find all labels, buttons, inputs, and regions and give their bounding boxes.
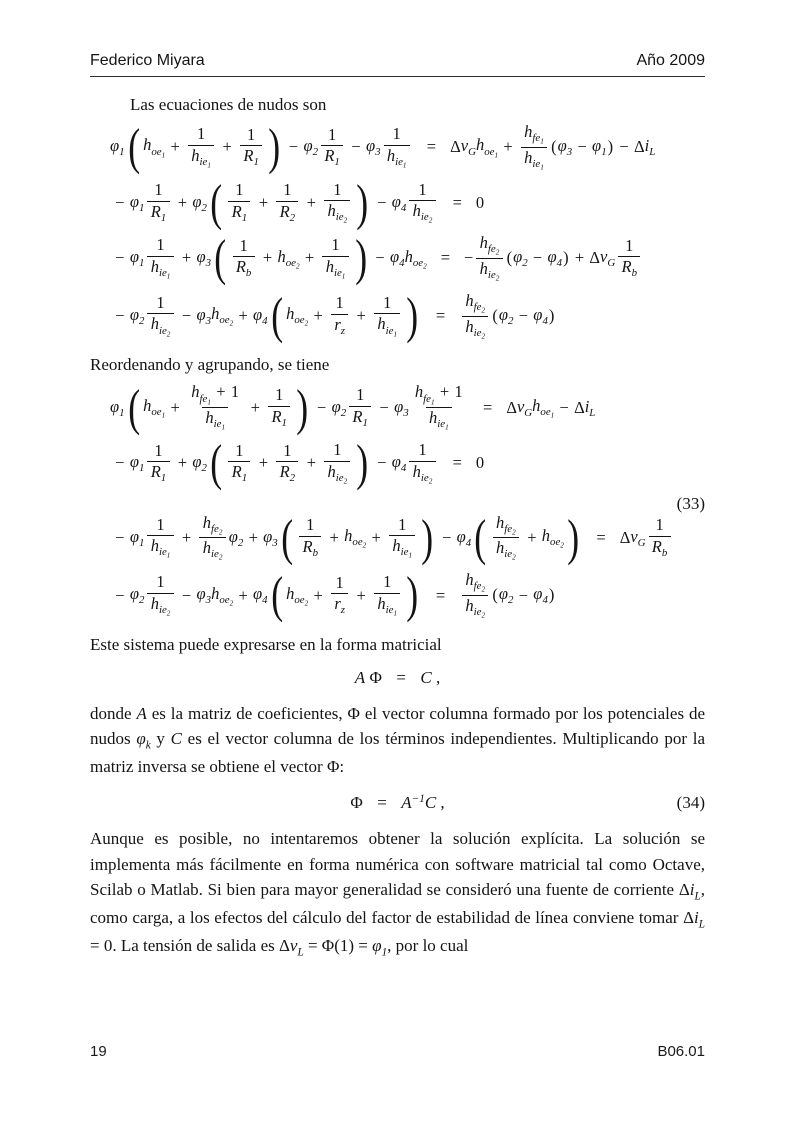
donde-paragraph: donde A es la matriz de coeficientes, Φ el vector columna formado por los potenciales de nudos $\varphi_k$ y C es el vector columna de los términos independientes. Multiplicando por la matriz inversa se obtiene el vector Φ: [90,703,706,777]
footer-doc-code: B06.01 [657,1043,705,1060]
equation-34-line [90,793,705,813]
reorder-paragraph: Reordenando y agrupando, se tiene [90,355,330,375]
aunque-paragraph: Aunque es posible, no intentaremos obtener la solución explícita. La solución se implementa más fácilmente en forma numérica con software matricial tal como Octave, Scilab o Matlab. Si bien para mayor generalidad se consideró una fuente de corriente $\Delta i_L$, como carga, a los efectos del cálculo del factor de estabilidad de línea conviene tomar $\Delta i_L = 0$. La tensión de salida es $\Delta v_L = \Phi(1) = \varphi_1$, por lo cual [90,829,705,959]
footer-page-number: 19 [90,1043,107,1060]
matrix-intro-paragraph: Este sistema puede expresarse en la forma matricial [90,634,442,654]
equation-reordered-1: $\varphi_1$ ( $h_{oe_1}$ + $\frac{h_{fe_1}+ 1}{h_{ie_1}}$ + $\frac{1}{R_1}$ ) − $\varphi_2$ $\frac{1}{R_1}$ − $\varphi_3$ $\frac{h_{fe_1}+ 1}{h_{ie_1}}$ = Δ $v_G$ $h_{oe_1}$ − Δ $i_L$ [110,379,596,436]
page-header [90,0,705,77]
header-author: Federico Miyara [90,52,205,69]
equation-number-34: (34) [676,793,705,812]
equation-reordered-2: − $\varphi_1$ $\frac{1}{R_1}$ + $\varphi_2$ ( $\frac{1}{R_1}$ + $\frac{1}{R_2}$ + $\frac{1}{h_{ie_2}}$ ) − $\varphi_4$ $\frac{1}{h_{ie_2}}$ = 0 [115,434,485,491]
equation-34: $\Phi = A^{-1}C$ , [350,792,445,813]
equation-node-4: − $\varphi_2$ $\frac{1}{h_{ie_2}}$ − $\varphi_3$ $h_{oe_2}$ + $\varphi_4$ ( $h_{oe_2}$ + $\frac{1}{r_z}$ + $\frac{1}{h_{ie_1}}$ ) = $\frac{h_{fe_2}}{h_{ie_2}}$ ( $\varphi_2$ − $\varphi_4$ ) [115,287,555,344]
header-year: Año 2009 [636,52,705,69]
equation-node-2: − $\varphi_1$ $\frac{1}{R_1}$ + $\varphi_2$ ( $\frac{1}{R_1}$ + $\frac{1}{R_2}$ + $\frac{1}{h_{ie_2}}$ ) − $\varphi_4$ $\frac{1}{h_{ie_2}}$ = 0 [115,174,485,231]
intro-paragraph: Las ecuaciones de nudos son [130,95,327,114]
matrix-equation: A Φ = C , [354,667,441,687]
equation-node-1: $\varphi_1$ ( $h_{oe_1}$ + $\frac{1}{h_{ie_1}}$ + $\frac{1}{R_1}$ ) − $\varphi_2$ $\frac{1}{R_1}$ − $\varphi_3$ $\frac{1}{h_{ie_1}}$ = Δ $v_G$ $h_{oe_1}$ + $\frac{h_{fe_1}}{h_{ie_1}}$ ( $\varphi_3$ − $\varphi_1$ ) − Δ $i_L$ [110,118,656,175]
equation-node-3: − $\varphi_1$ $\frac{1}{h_{ie_1}}$ + $\varphi_3$ ( $\frac{1}{R_b}$ + $h_{oe_2}$ + $\frac{1}{h_{ie_1}}$ ) − $\varphi_4$ $h_{oe_2}$ = − $\frac{h_{fe_2}}{h_{ie_2}}$ ( $\varphi_2$ − $\varphi_4$ ) + Δ $v_G$ $\frac{1}{R_b}$ [90,233,705,284]
equation-reordered-4: − $\varphi_2$ $\frac{1}{h_{ie_2}}$ − $\varphi_3$ $h_{oe_2}$ + $\varphi_4$ ( $h_{oe_2}$ + $\frac{1}{r_z}$ + $\frac{1}{h_{ie_1}}$ ) = $\frac{h_{fe_2}}{h_{ie_2}}$ ( $\varphi_2$ − $\varphi_4$ ) [115,566,555,624]
equation-reordered-3: − $\varphi_1$ $\frac{1}{h_{ie_1}}$ + $\frac{h_{fe_2}}{h_{ie_2}}$ $\varphi_2$ + $\varphi_3$ ( $\frac{1}{R_b}$ + $h_{oe_2}$ + $\frac{1}{h_{ie_1}}$ ) − $\varphi_4$ ( $\frac{h_{fe_2}}{h_{ie_2}}$ + $h_{oe_2}$ ) = Δ $v_G$ $\frac{1}{R_b}$ [90,513,705,564]
page-footer [90,1043,705,1060]
equation-number-33: (33) [676,493,705,513]
